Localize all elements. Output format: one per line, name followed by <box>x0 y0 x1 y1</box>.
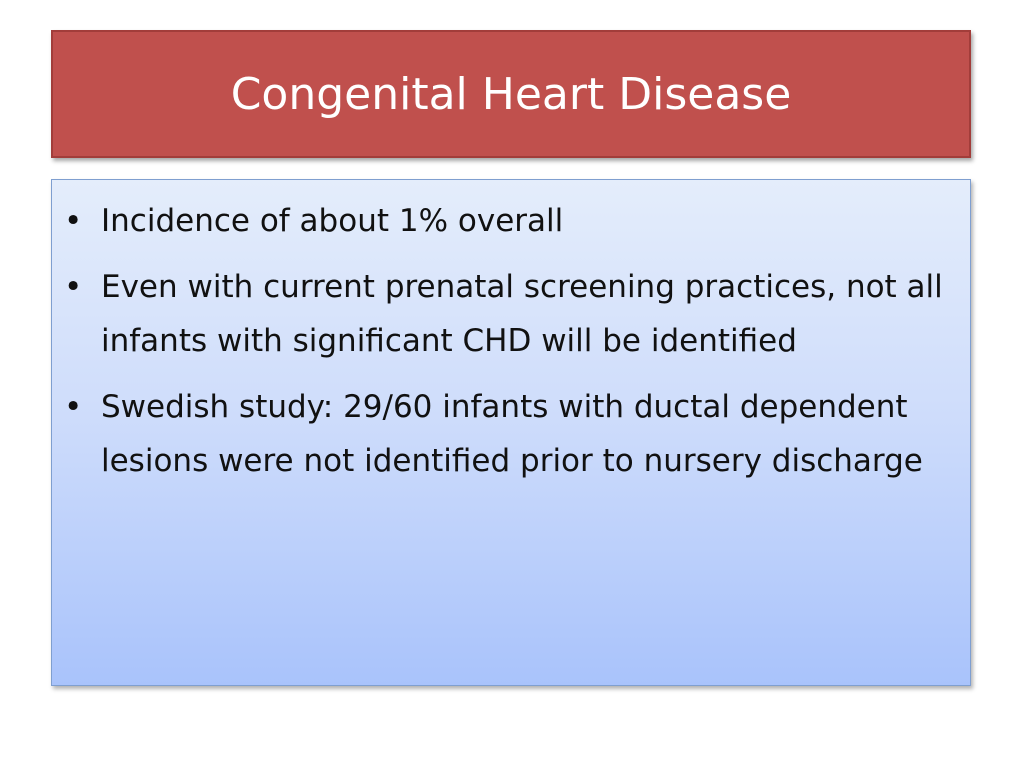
bullet-item <box>60 194 960 248</box>
slide-title: Congenital Heart Disease <box>230 68 792 120</box>
bullet-item <box>60 260 960 368</box>
bullet-point-icon: • <box>64 389 83 425</box>
content-panel <box>51 179 971 686</box>
bullet-text: Swedish study: 29/60 infants with ductal dependent lesions were not identified prior to nursery discharge <box>101 389 923 479</box>
bullet-item <box>60 380 960 488</box>
bullet-text: Incidence of about 1% overall <box>101 203 564 239</box>
bullet-point-icon: • <box>64 269 83 305</box>
bullet-point-icon: • <box>64 203 83 239</box>
title-banner <box>51 30 971 158</box>
bullet-text: Even with current prenatal screening practices, not all infants with significant CHD will be identified <box>101 269 943 359</box>
bullet-list <box>60 194 960 488</box>
